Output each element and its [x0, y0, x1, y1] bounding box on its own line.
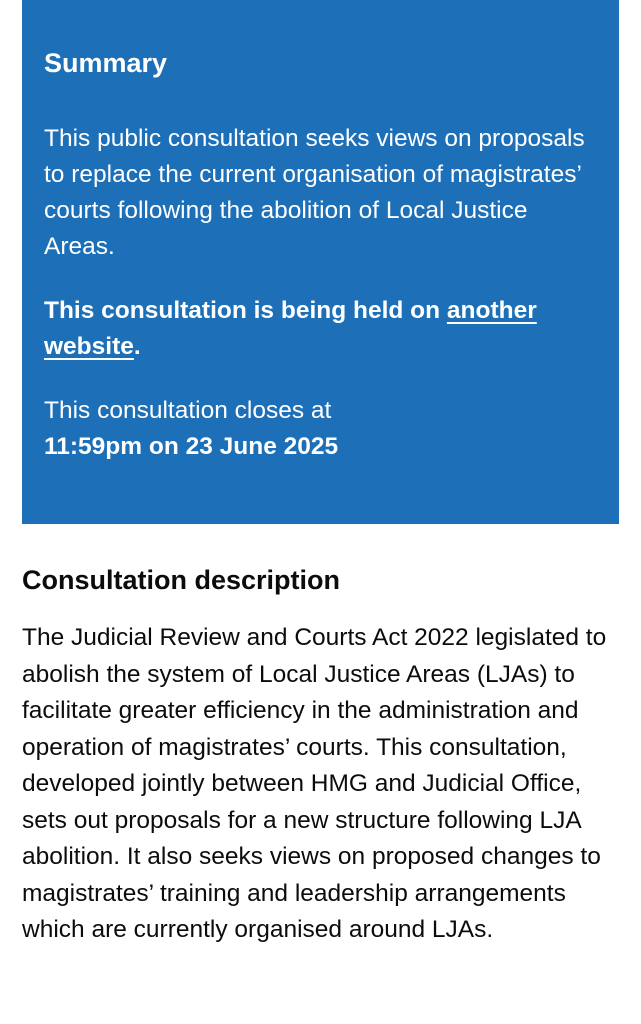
summary-panel	[22, 0, 619, 524]
closing-date: 11:59pm on 23 June 2025	[44, 433, 339, 460]
summary-text: This public consultation seeks views on proposals to replace the current organisation of magistrates’ courts following the abolition of Local Justice Areas.	[44, 125, 585, 260]
description-body: The Judicial Review and Courts Act 2022 legislated to abolish the system of Local Justice Areas (LJAs) to facilitate greater efficiency in the administration and operation of magistrates’ courts. This consultation, developed jointly between HMG and Judicial Office, sets out proposals for a new structure following LJA abolition. It also seeks views on proposed changes to magistrates’ training and leadership arrangements which are currently organised around LJAs.	[22, 624, 607, 943]
held-on-prefix: This consultation is being held on	[44, 297, 447, 324]
consultation-description	[22, 560, 622, 949]
another-website-link[interactable]: another website	[44, 297, 537, 360]
closes-label: This consultation closes at	[44, 397, 332, 424]
summary-title: Summary	[44, 48, 168, 78]
held-on-suffix: .	[133, 333, 141, 360]
held-on-notice	[44, 293, 597, 365]
description-heading: Consultation description	[22, 565, 341, 595]
closing-info	[44, 393, 597, 465]
